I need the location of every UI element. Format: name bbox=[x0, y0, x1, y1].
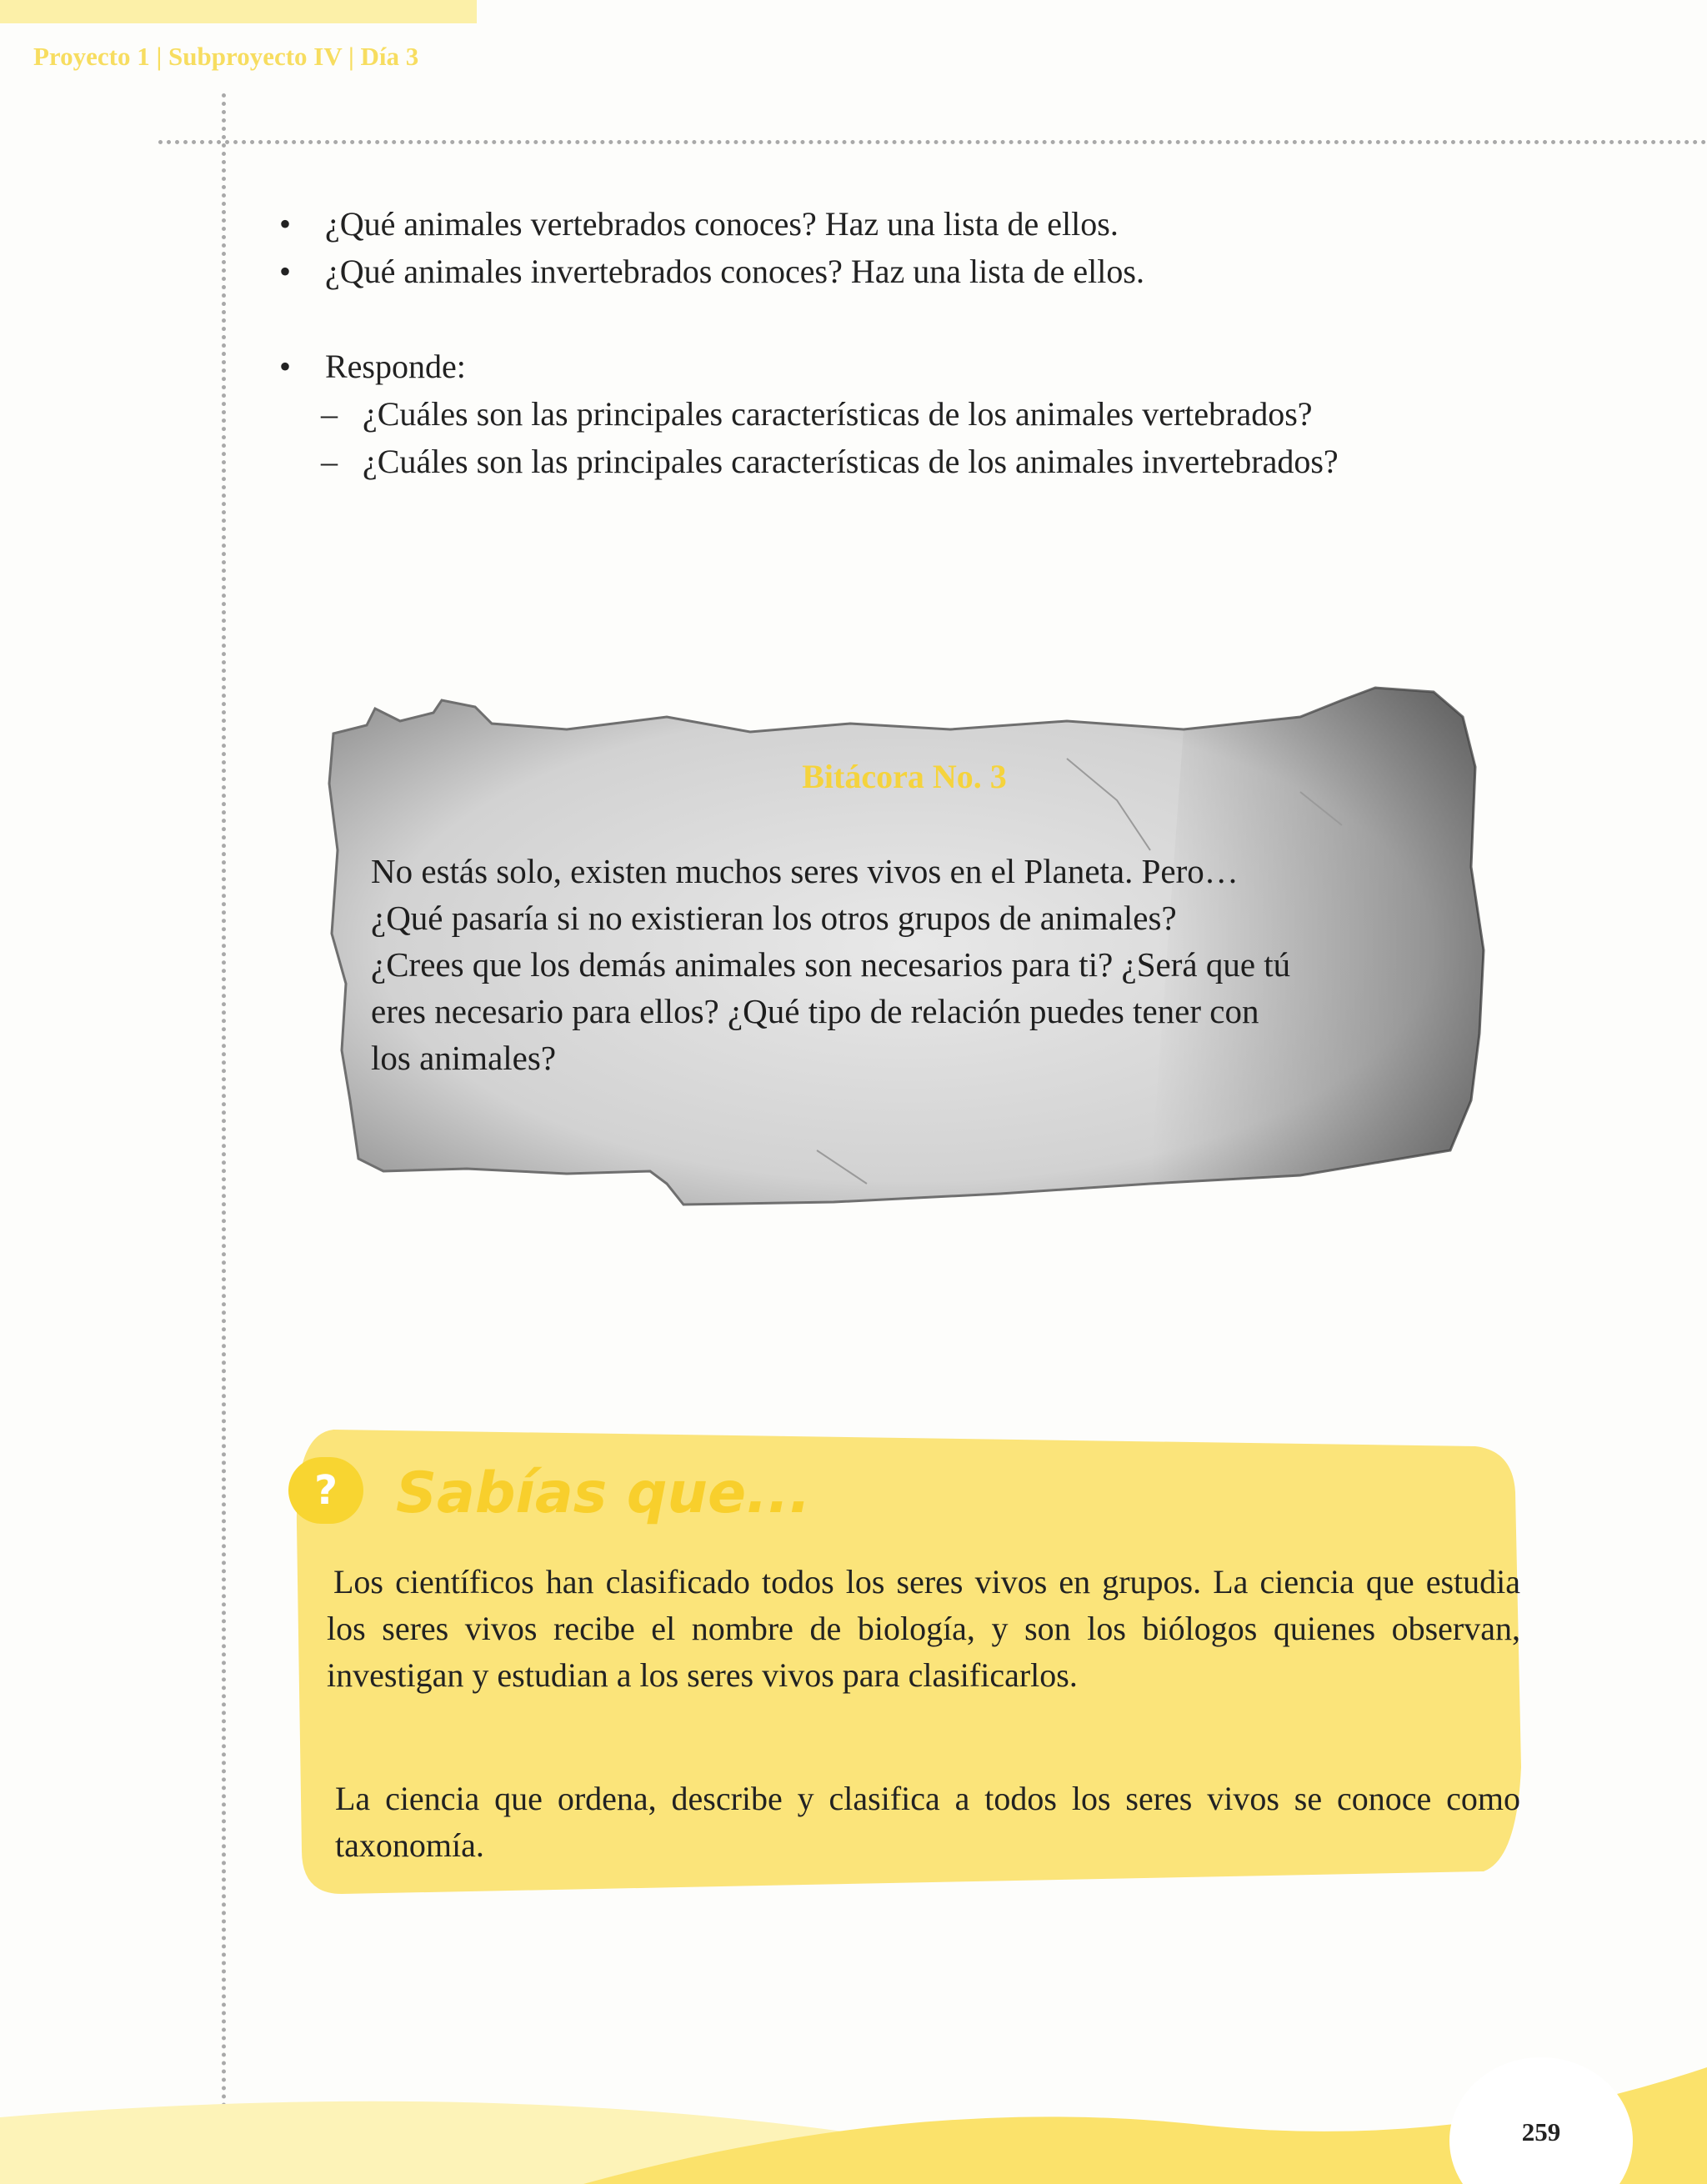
dotted-margin-horizontal bbox=[158, 140, 1707, 144]
bitacora-text bbox=[371, 848, 1454, 1081]
bitacora-line: los animales? bbox=[371, 1039, 557, 1077]
bitacora-parchment bbox=[317, 684, 1500, 1217]
bullet-icon: • bbox=[279, 253, 292, 290]
sub-question-text: ¿Cuáles son las principales características de los animales invertebrados? bbox=[363, 443, 1339, 480]
bitacora-title: Bitácora No. 3 bbox=[802, 758, 1007, 795]
question-text: ¿Qué animales invertebrados conoces? Haz una lista de ellos. bbox=[325, 253, 1144, 290]
sabias-paragraph-2: La ciencia que ordena, describe y clasifica a todos los seres vivos se conoce como taxonomía. bbox=[335, 1780, 1520, 1864]
dash-icon: – bbox=[321, 395, 338, 433]
question-mark-icon: ? bbox=[288, 1457, 363, 1524]
sub-list-item bbox=[279, 390, 1339, 438]
bitacora-line: No estás solo, existen muchos seres vivos en el Planeta. Pero… bbox=[371, 852, 1239, 890]
bitacora-line: ¿Qué pasaría si no existieran los otros grupos de animales? bbox=[371, 899, 1177, 937]
question-text: ¿Qué animales vertebrados conoces? Haz una lista de ellos. bbox=[325, 205, 1119, 243]
footer-wave bbox=[0, 2034, 1707, 2184]
sub-list-item bbox=[279, 438, 1339, 485]
page-number: 259 bbox=[1521, 2117, 1561, 2146]
sabias-que-box bbox=[283, 1417, 1525, 1901]
dotted-margin-vertical bbox=[222, 93, 226, 2184]
dash-icon: – bbox=[321, 443, 338, 480]
questions-list bbox=[279, 200, 1339, 485]
breadcrumb: Proyecto 1 | Subproyecto IV | Día 3 bbox=[33, 42, 419, 71]
respond-label: Responde: bbox=[325, 348, 466, 385]
sub-question-text: ¿Cuáles son las principales características de los animales vertebrados? bbox=[363, 395, 1313, 433]
list-item bbox=[279, 343, 1339, 390]
list-item bbox=[279, 248, 1339, 295]
bullet-icon: • bbox=[279, 205, 292, 243]
bullet-icon: • bbox=[279, 348, 292, 385]
sabias-title: Sabías que... bbox=[396, 1460, 811, 1526]
sabias-paragraph-1: Los científicos han clasificado todos los seres vivos en grupos. La ciencia que estudia los seres vivos recibe el nombre de biología, y son los biólogos quienes observan, investigan y estudian a los seres vivos para clasificarlos. bbox=[327, 1563, 1520, 1694]
top-accent-bar bbox=[0, 0, 477, 23]
bitacora-line: eres necesario para ellos? ¿Qué tipo de relación puedes tener con bbox=[371, 992, 1259, 1030]
bitacora-line: ¿Crees que los demás animales son necesarios para ti? ¿Será que tú bbox=[371, 945, 1291, 984]
list-item bbox=[279, 200, 1339, 248]
